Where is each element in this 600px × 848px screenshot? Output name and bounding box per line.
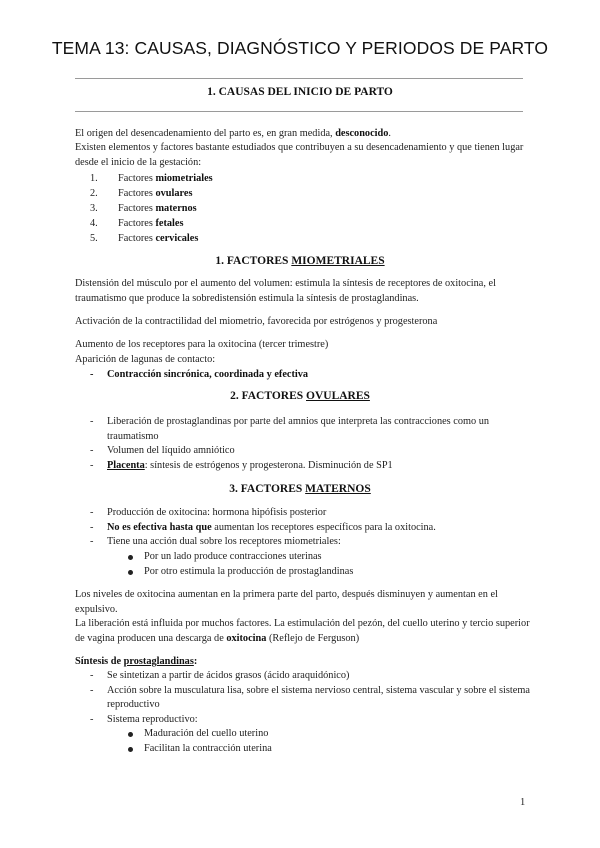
miometriales-paragraph-1: Distensión del músculo por el aumento del volumen: estimula la síntesis de receptores de oxitocina, el traumatismo que produce la sobredistensión estimula la síntesis de prostaglandinas. [75, 278, 496, 304]
intro-paragraph-2: Existen elementos y factores bastante estudiados que contribuyen a su desencadenamiento y que tienen lugar desde el inicio de la gestación: [75, 142, 524, 168]
section-heading-causas: 1. CAUSAS DEL INICIO DE PARTO [207, 86, 393, 98]
list-item: - Se sintetizan a partir de ácidos grasos (ácido araquidónico) [90, 670, 350, 681]
list-item: Facilitan la contracción uterina [128, 742, 528, 757]
list-item: 2. Factores ovulares [90, 188, 193, 199]
list-item: - Acción sobre la musculatura lisa, sobre el sistema nervioso central, sistema vascular y sobre el sistema reproductivo [90, 684, 530, 711]
maternos-paragraph-2: La liberación está influida por muchos factores. La estimulación del pezón, del cuello uterino y tercio superior de vagina producen una descarga de oxitocina (Reflejo de Ferguson) [75, 618, 530, 644]
divider-bottom [75, 111, 523, 112]
sintesis-sublist [128, 727, 528, 756]
maternos-list [90, 506, 530, 550]
page-number: 1 [520, 797, 526, 808]
list-item: 4. Factores fetales [90, 218, 184, 229]
heading-miometriales: 1. FACTORES MIOMETRIALES [215, 255, 385, 267]
list-item: - Contracción sincrónica, coordinada y efectiva [90, 369, 309, 380]
list-item: Por un lado produce contracciones uterinas [128, 550, 528, 565]
list-item: - No es efectiva hasta que aumentan los receptores específicos para la oxitocina. [90, 521, 436, 533]
document-title: TEMA 13: CAUSAS, DIAGNÓSTICO Y PERIODOS DE PARTO [51, 38, 549, 58]
miometriales-paragraph-3: Aumento de los receptores para la oxitocina (tercer trimestre) [75, 339, 329, 350]
list-item: - Placenta: síntesis de estrógenos y progesterona. Disminución de SP1 [90, 459, 393, 471]
intro-paragraph-1: El origen del desencadenamiento del parto es, en gran medida, desconocido. [75, 128, 391, 139]
heading-ovulares: 2. FACTORES OVULARES [230, 390, 370, 402]
list-item: - Tiene una acción dual sobre los receptores miometriales: [90, 536, 341, 548]
list-item: Por otro estimula la producción de prostaglandinas [128, 565, 528, 580]
list-item: 1. Factores miometriales [90, 173, 213, 184]
miometriales-dash-list [90, 368, 530, 383]
list-item: - Volumen del líquido amniótico [90, 445, 235, 457]
list-item: Maduración del cuello uterino [128, 727, 528, 742]
list-item: 5. Factores cervicales [90, 233, 199, 244]
factors-list [90, 171, 213, 246]
miometriales-paragraph-4: Aparición de lagunas de contacto: [75, 354, 216, 365]
ovulares-list [90, 415, 530, 473]
sintesis-label: Síntesis de prostaglandinas: [75, 656, 198, 667]
divider-top [75, 78, 523, 79]
miometriales-paragraph-2: Activación de la contractilidad del miometrio, favorecida por estrógenos y progesterona [75, 316, 438, 327]
list-item: - Producción de oxitocina: hormona hipófisis posterior [90, 507, 327, 518]
sintesis-list [90, 669, 530, 727]
list-item: - Sistema reproductivo: [90, 713, 198, 725]
list-item: - Liberación de prostaglandinas por parte del amnios que interpreta las contracciones como un traumatismo [90, 416, 489, 442]
maternos-sublist [128, 550, 528, 579]
maternos-paragraph-1: Los niveles de oxitocina aumentan en la primera parte del parto, después disminuyen y aumentan en el expulsivo. [75, 589, 498, 615]
heading-maternos: 3. FACTORES MATERNOS [229, 483, 371, 495]
list-item: 3. Factores maternos [90, 203, 197, 214]
